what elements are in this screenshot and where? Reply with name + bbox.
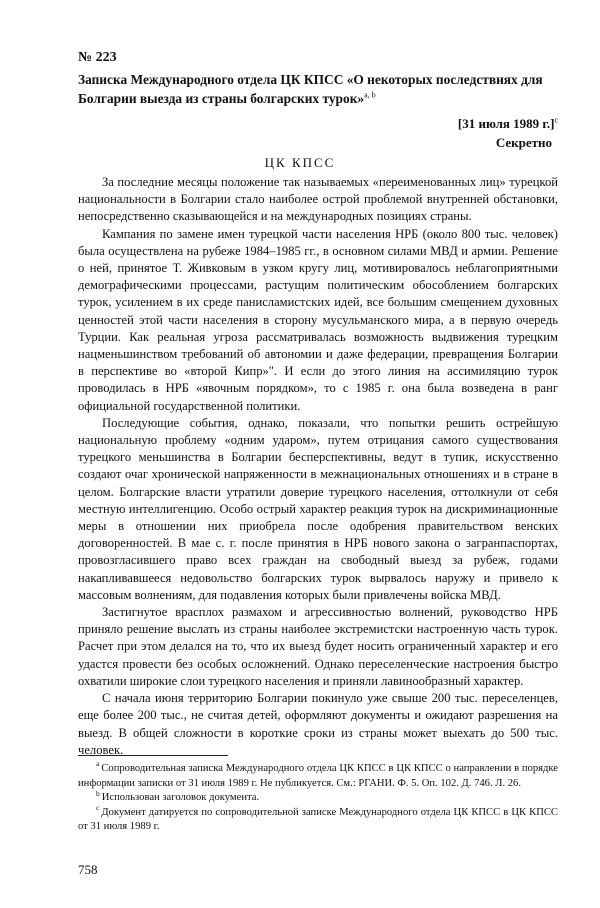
body-paragraph-3: Последующие события, однако, показали, что попытки решить острейшую национальную проблему «одним ударом», путем отрицания самого существования турецкого меньшинства в Болгарии бесперспективны, ведут в тупик, искусственно создают очаг хронической напряженности в межнациональных отношениях и в стране в целом. Болгарские власти утратили доверие турецкого населения, оттолкнули от себя местную интеллигенцию. Особо острый характер реакция турок на дискриминационные меры в отношении них приобрела после одобрения правительством венских договоренностей. В мае с. г. после принятия в НРБ нового закона о загранпаспортах, провозгласившего право всех граждан на свободный выезд за рубеж, годами накапливавшееся недовольство болгарских турок вырвалось наружу и привело к массовым волнениям, для подавления которых были привлечены войска МВД.	[78, 415, 558, 602]
footnote-a-text: Сопроводительная записка Международного отдела ЦК КПСС в ЦК КПСС о направлении в порядке информации записки от 31 июля 1989 г. Не публикуется. См.: РГАНИ. Ф. 5. Оп. 102. Д. 746. Л. 26.	[78, 763, 558, 789]
body-paragraph-4: Застигнутое врасплох размахом и агрессивностью волнений, руководство НРБ приняло решение выслать из страны наиболее экстремистски настроенную часть турок. Расчет при этом делался на то, что их выезд будет носить ограниченный характер и его удастся провести без особых осложнений. Однако переселенческие настроения быстро охватили широкие слои турецкого населения и приняли лавинообразный характер.	[78, 605, 558, 688]
document-title	[78, 70, 558, 108]
document-date-text: [31 июля 1989 г.]	[457, 116, 555, 131]
addressee-heading: ЦК КПСС	[264, 155, 336, 170]
footnote-c-mark: c	[96, 803, 100, 813]
footnote-b-text: Использован заголовок документа.	[101, 792, 260, 804]
body-paragraph-2: Кампания по замене имен турецкой части населения НРБ (около 800 тыс. человек) была осуществлена на рубеже 1984–1985 гг., в основном силами МВД и армии. Решение о ней, принятое Т. Живковым в узком кругу лиц, мотивировалось неблагоприятными демографическими процессами, растущим политическим обособлением болгарских турок, усилением в их среде панисламистских идей, все большим смещением духовных ценностей этой части населения в сторону мусульманского мира, а в первую очередь Турции. Как реальная угроза рассматривалась возможность выдвижения турецким нацменьшинством требований об автономии и даже федерации, превращения Болгарии в перспективе во «второй Кипр»". И если до этого линия на ассимиляцию турок проводилась в НРБ «явочным порядком», то с 1985 г. она была возведена в ранг официальной государственной политики.	[78, 226, 558, 413]
body-paragraph-5: С начала июня территорию Болгарии покинуло уже свыше 200 тыс. переселенцев, еще более 200 тыс., не считая детей, оформляют документы и ожидают разрешения на выезд. В общей сложности в короткие сроки из страны может выехать до 500 тыс. человек.	[78, 691, 558, 757]
document-date	[458, 116, 558, 132]
footnote-divider	[78, 755, 228, 756]
footnote-a	[78, 759, 558, 791]
footnote-c-text: Документ датируется по сопроводительной записке Международного отдела ЦК КПСС в ЦК КПСС от 31 июля 1989 г.	[78, 806, 558, 833]
footnotes-section	[78, 755, 558, 835]
page-number: 758	[78, 862, 98, 877]
footnote-b	[78, 788, 558, 806]
footnote-c	[78, 803, 558, 835]
footnote-b-mark: b	[96, 788, 100, 798]
footnote-a-mark: a	[96, 759, 100, 769]
body-paragraph-1: За последние месяцы положение так называемых «переименованных лиц» турецкой национальности в Болгарии стало наиболее острой проблемой внутренней обстановки, непосредственно сказывающейся и на международных позициях страны.	[78, 175, 558, 224]
document-title-text: Записка Международного отдела ЦК КПСС «О некоторых последствиях для Болгарии выезда из страны болгарских турок»	[78, 72, 543, 106]
document-body	[78, 174, 558, 759]
classification-label: Секретно	[495, 135, 552, 150]
title-footnote-marks: a, b	[364, 90, 376, 100]
date-footnote-mark: c	[554, 115, 558, 125]
document-number: № 223	[78, 50, 117, 65]
